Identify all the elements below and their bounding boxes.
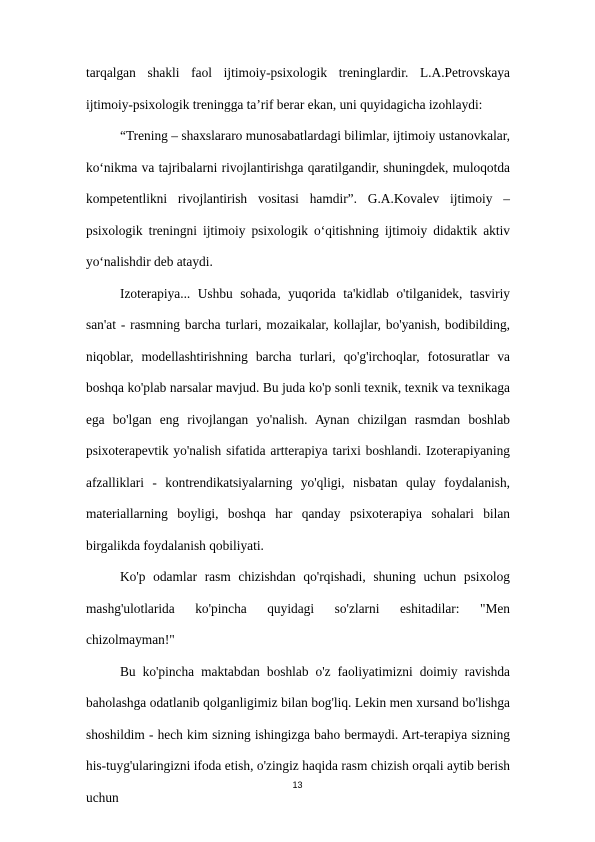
paragraph-training-definition: “Trening – shaxslararo munosabatlardagi bilimlar, ijtimoiy ustanovkalar, ko‘nikma va tajribalarni rivojlantirishga qaratilgandir, shuningdek, muloqotda kompetentlikni rivojlantirish vositasi hamdir”. G.A.Kovalev ijtimoiy – psixologik treningni ijtimoiy psixologik o‘qitishning ijtimoiy didaktik aktiv yo‘nalishdir deb ataydi.	[86, 128, 510, 269]
paragraph-art-therapy: Bu ko'pincha maktabdan boshlab o'z faoliyatimizni doimiy ravishda baholashga odatlanib qolganligimiz bilan bog'liq. Lekin men xursand bo'lishga shoshildim - hech kim sizning ishingizga baho bermaydi. Art-terapiya sizning his-tuyg'ularingizni ifoda etish, o'zingiz haqida rasm chizish orqali aytib berish uchun	[86, 663, 510, 805]
paragraph-fear-of-drawing: Ko'p odamlar rasm chizishdan qo'rqishadi, shuning uchun psixolog mashg'ulotlarida ko'pincha quyidagi so'zlarni eshitadilar: "Men chizolmayman!"	[86, 569, 510, 647]
document-body	[86, 57, 510, 813]
paragraph-training-intro: tarqalgan shakli faol ijtimoiy-psixologik treninglardir. L.A.Petrovskaya ijtimoiy-psixologik treningga ta’rif berar ekan, uni quyidagicha izohlaydi:	[86, 65, 510, 112]
page-number: 13	[292, 780, 303, 790]
paragraph-izotherapy: Izoterapiya... Ushbu sohada, yuqorida ta'kidlab o'tilganidek, tasviriy san'at - rasmning barcha turlari, mozaikalar, kollajlar, bo'yanish, bodibilding, niqoblar, modellashtirishning barcha turlari, qo'g'irchoqlar, fotosuratlar va boshqa ko'plab narsalar mavjud. Bu juda ko'p sonli texnik, texnik va texnikaga ega bo'lgan eng rivojlangan yo'nalish. Aynan chizilgan rasmdan boshlab psixoterapevtik yo'nalish sifatida artterapiya tarixi boshlandi. Izoterapiyaning afzalliklari - kontrendikatsiyalarning yo'qligi, nisbatan qulay foydalanish, materiallarning boyligi, boshqa har qanday psixoterapiya sohalari bilan birgalikda foydalanish qobiliyati.	[86, 285, 510, 553]
